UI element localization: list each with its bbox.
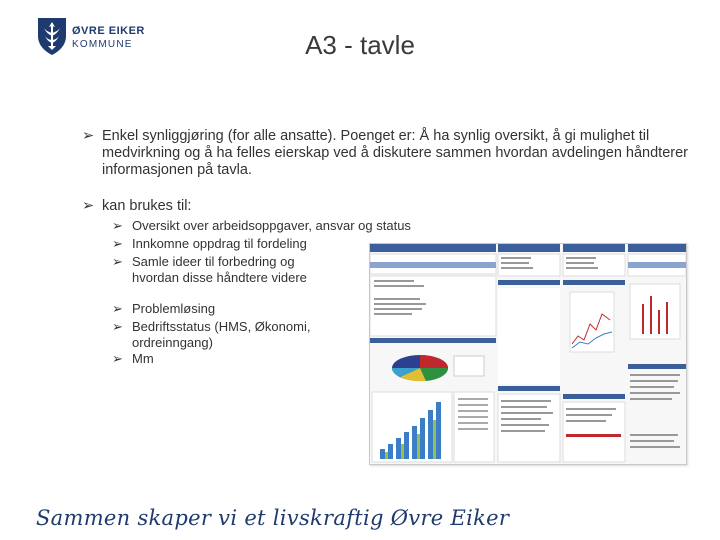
bullet-arrow-icon: ➢ (112, 254, 123, 269)
bullet-text: Enkel synliggjøring (for alle ansatte). Poenget er: Å ha synlig oversikt, å gi mulighet til medvirkning og å ha felles eierskap ved å diskutere sammen hvordan avdelingen håndterer informasjonen på tavla. (102, 128, 688, 178)
bullet-arrow-icon: ➢ (112, 319, 123, 334)
sub-bullet-text: Oversikt over arbeidsoppgaver, ansvar og status (132, 218, 411, 233)
bullet-arrow-icon: ➢ (112, 351, 123, 366)
sub-bullet-text: Samle ideer til forbedring og hvordan disse håndtere videre (132, 254, 307, 285)
bullet-arrow-icon: ➢ (82, 128, 95, 144)
bullet-item (82, 198, 382, 215)
sub-bullet-text: Bedriftsstatus (HMS, Økonomi, ordreinngang) (132, 319, 311, 350)
logo-text-line2: KOMMUNE (72, 39, 133, 50)
bullet-text: kan brukes til: (102, 198, 192, 214)
sub-bullet-item (112, 319, 332, 350)
bullet-arrow-icon: ➢ (82, 198, 95, 214)
bullet-arrow-icon: ➢ (112, 301, 123, 316)
bullet-arrow-icon: ➢ (112, 218, 123, 233)
sub-bullet-item (112, 254, 312, 285)
bullet-arrow-icon: ➢ (112, 236, 123, 251)
sub-bullet-text: Problemløsing (132, 301, 216, 316)
page-title: A3 - tavle (305, 30, 415, 60)
bullet-item (82, 128, 692, 179)
a3-board-image (369, 243, 687, 465)
sub-bullet-text: Innkomne oppdrag til fordeling (132, 236, 307, 251)
sub-bullet-item (112, 218, 432, 234)
logo-text-line1: ØVRE EIKER (72, 25, 145, 37)
tagline: Sammen skaper vi et livskraftig Øvre Eiker (36, 506, 510, 530)
sub-bullet-text: Mm (132, 351, 154, 366)
